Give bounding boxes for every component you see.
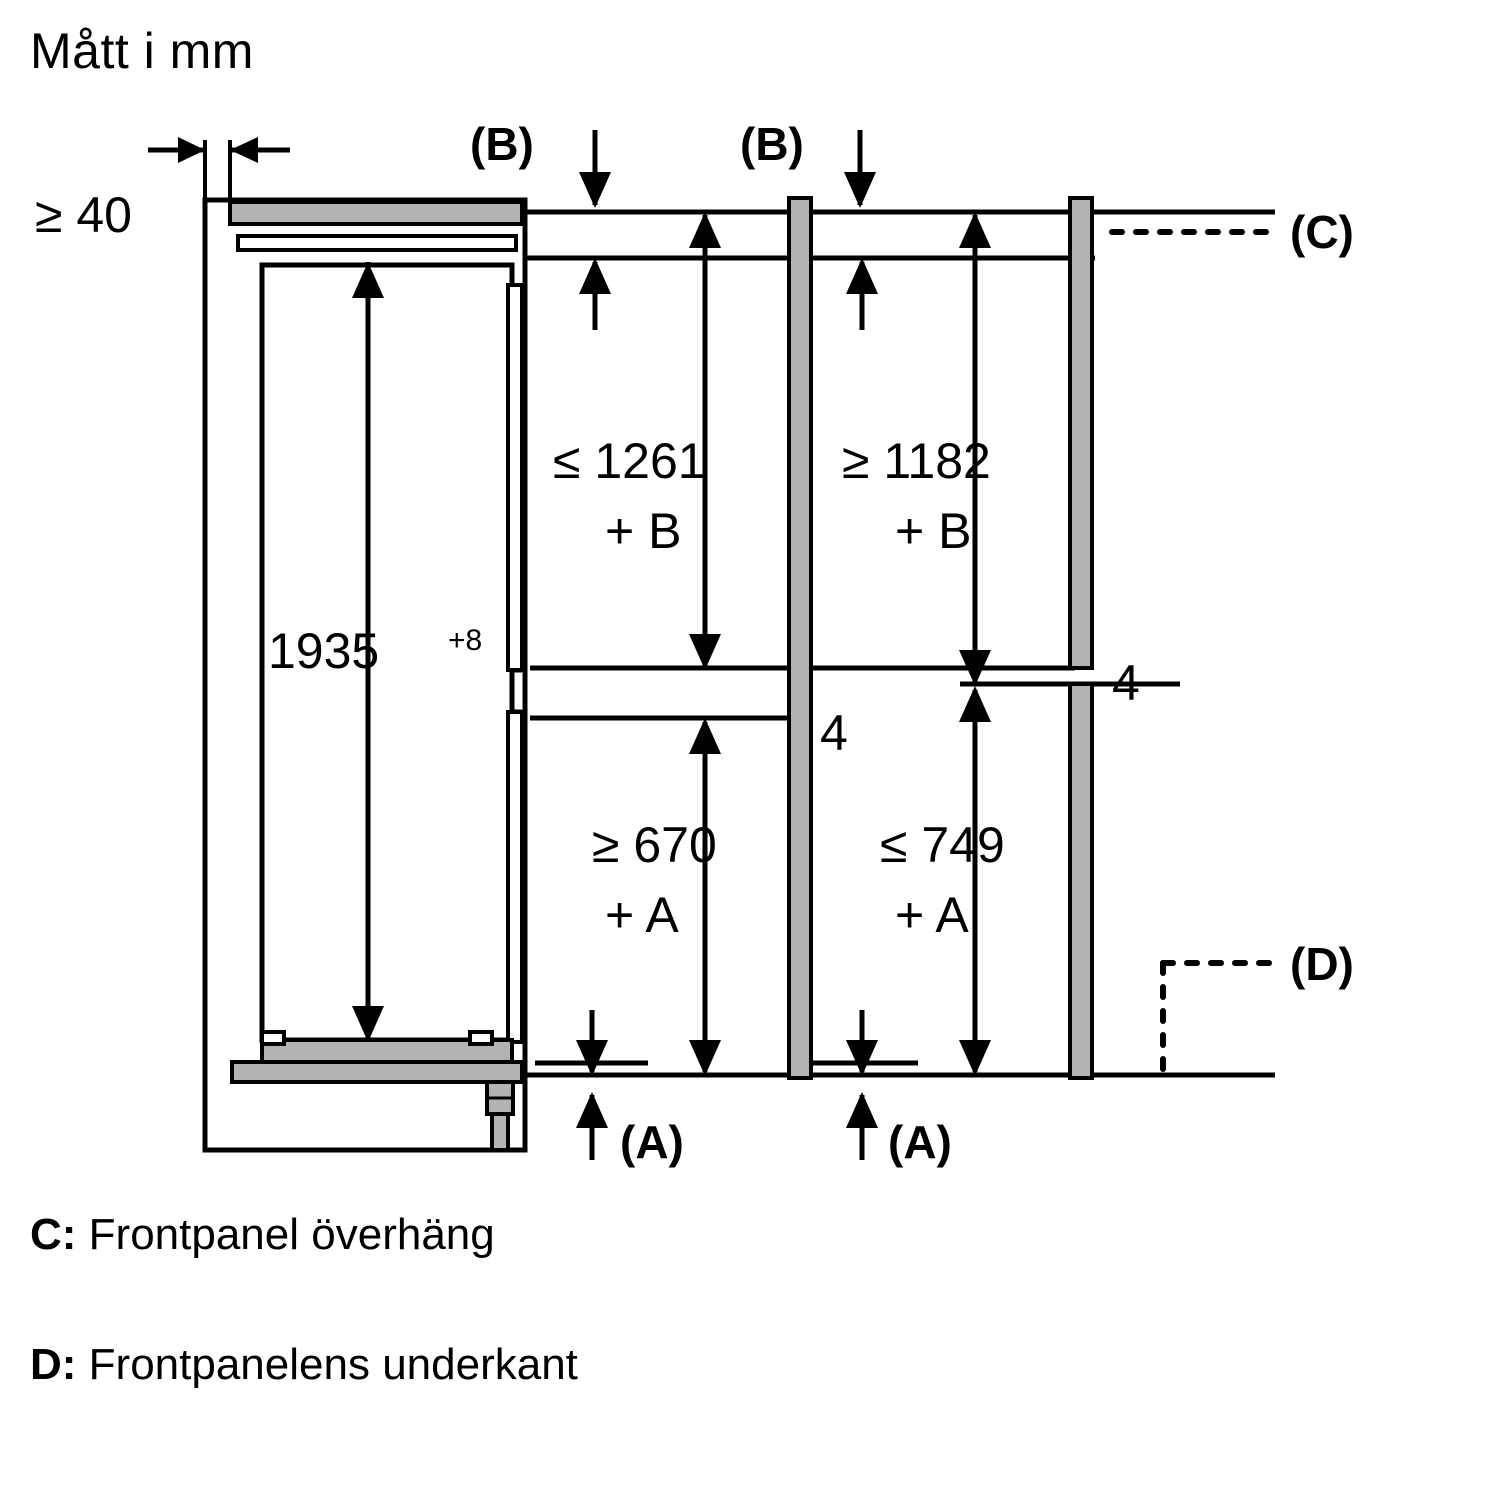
label-gap-left: 4	[820, 705, 848, 761]
legend-text-d: Frontpanelens underkant	[88, 1340, 578, 1389]
top-panel	[230, 202, 522, 224]
front-panel-bars	[789, 198, 1092, 1078]
reference-lines	[525, 212, 1275, 1075]
panel-bar-left	[789, 198, 811, 1078]
label-bottom-max: ≤ 749	[880, 817, 1005, 873]
svg-text:(B): (B)	[470, 118, 534, 170]
label-appliance-height-tolerance: +8	[448, 624, 483, 657]
label-min-side-gap: ≥ 40	[35, 187, 132, 243]
svg-text:(D): (D)	[1290, 938, 1354, 990]
base-plinth	[232, 1062, 522, 1082]
marker-d	[1163, 938, 1354, 1075]
label-appliance-height: 1935	[268, 623, 380, 679]
label-top-min: ≥ 1182	[842, 433, 991, 489]
label-bottom-min: ≥ 670	[592, 817, 717, 873]
label-bottom-max-plus: + A	[895, 887, 969, 943]
legend-item-c	[30, 1210, 495, 1260]
svg-text:(A): (A)	[620, 1116, 684, 1168]
panel-bar-lower-right	[1070, 684, 1092, 1078]
page-title: Mått i mm	[30, 23, 254, 79]
dimension-top-max	[553, 212, 721, 670]
label-top-min-plus: + B	[895, 503, 972, 559]
svg-text:(B): (B)	[740, 118, 804, 170]
marker-a-left	[576, 1092, 684, 1168]
panel-bar-upper-right	[1070, 198, 1092, 668]
legend-item-d	[30, 1340, 578, 1390]
legend-key-c: C:	[30, 1210, 77, 1259]
marker-b-left	[470, 118, 611, 208]
marker-b-right	[740, 118, 876, 208]
label-top-max-plus: + B	[605, 503, 682, 559]
label-gap-right: 4	[1112, 655, 1140, 711]
dimension-bottom-min	[535, 718, 721, 1076]
label-top-max: ≤ 1261	[553, 433, 706, 489]
upper-rail	[238, 236, 516, 250]
label-bottom-min-plus: + A	[605, 887, 679, 943]
dimension-top-min	[842, 212, 991, 686]
legend-key-d: D:	[30, 1340, 77, 1389]
svg-text:(A): (A)	[888, 1116, 952, 1168]
svg-text:(C): (C)	[1290, 206, 1354, 258]
marker-a-right	[846, 1092, 952, 1168]
legend-text-c: Frontpanel överhäng	[88, 1210, 495, 1259]
